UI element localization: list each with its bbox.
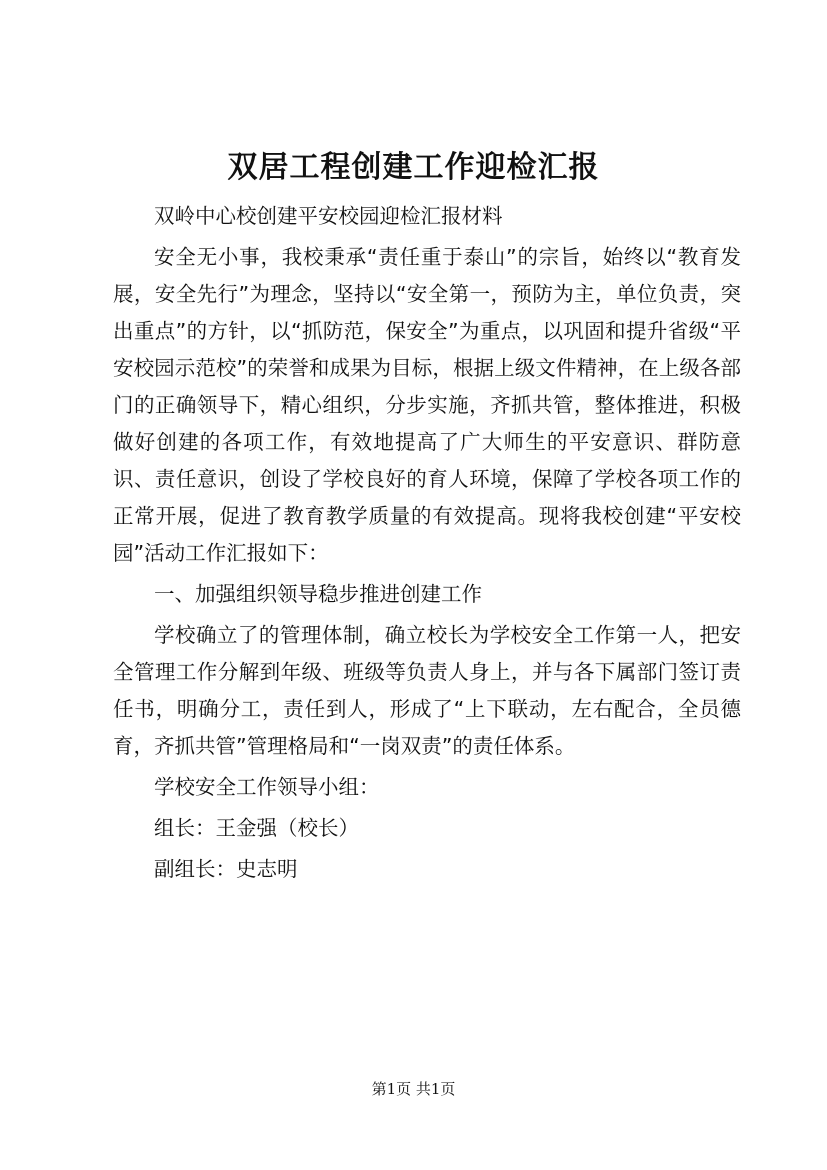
intro-paragraph: 安全无小事，我校秉承“责任重于泰山”的宗旨，始终以“教育发展，安全先行”为理念，坚持以“安全第一，预防为主，单位负责，突出重点”的方针，以“抓防范，保安全”为重点，以巩固和提升省级“平安校园示范校”的荣誉和成果为目标，根据上级文件精神，在上级各部门的正确领导下，精心组织，分步实施，齐抓共管，整体推进，积极做好创建的各项工作，有效地提高了广大师生的平安意识、群防意识、责任意识，创设了学校良好的育人环境，保障了学校各项工作的正常开展，促进了教育教学质量的有效提高。现将我校创建“平安校园”活动工作汇报如下： [113,245,741,565]
leadership-group-heading: 学校安全工作领导小组： [154,775,380,799]
subtitle-paragraph: 双岭中心校创建平安校园迎检汇报材料 [154,204,503,228]
section-heading: 一、加强组织领导稳步推进创建工作 [154,582,482,606]
document-title: 双居工程创建工作迎检汇报 [227,150,600,185]
deputy-leader-line: 副组长：史志明 [154,857,298,881]
section-paragraph: 学校确立了的管理体制，确立校长为学校安全工作第一人，把安全管理工作分解到年级、班级等负责人身上，并与各下属部门签订责任书，明确分工，责任到人，形成了“上下联动，左右配合，全员德育，齐抓共管”管理格局和“一岗双责”的责任体系。 [113,623,741,758]
group-leader-line: 组长：王金强（校长） [154,816,359,840]
page-footer: 第1页 共1页 [371,1080,456,1098]
document-body [113,198,741,892]
